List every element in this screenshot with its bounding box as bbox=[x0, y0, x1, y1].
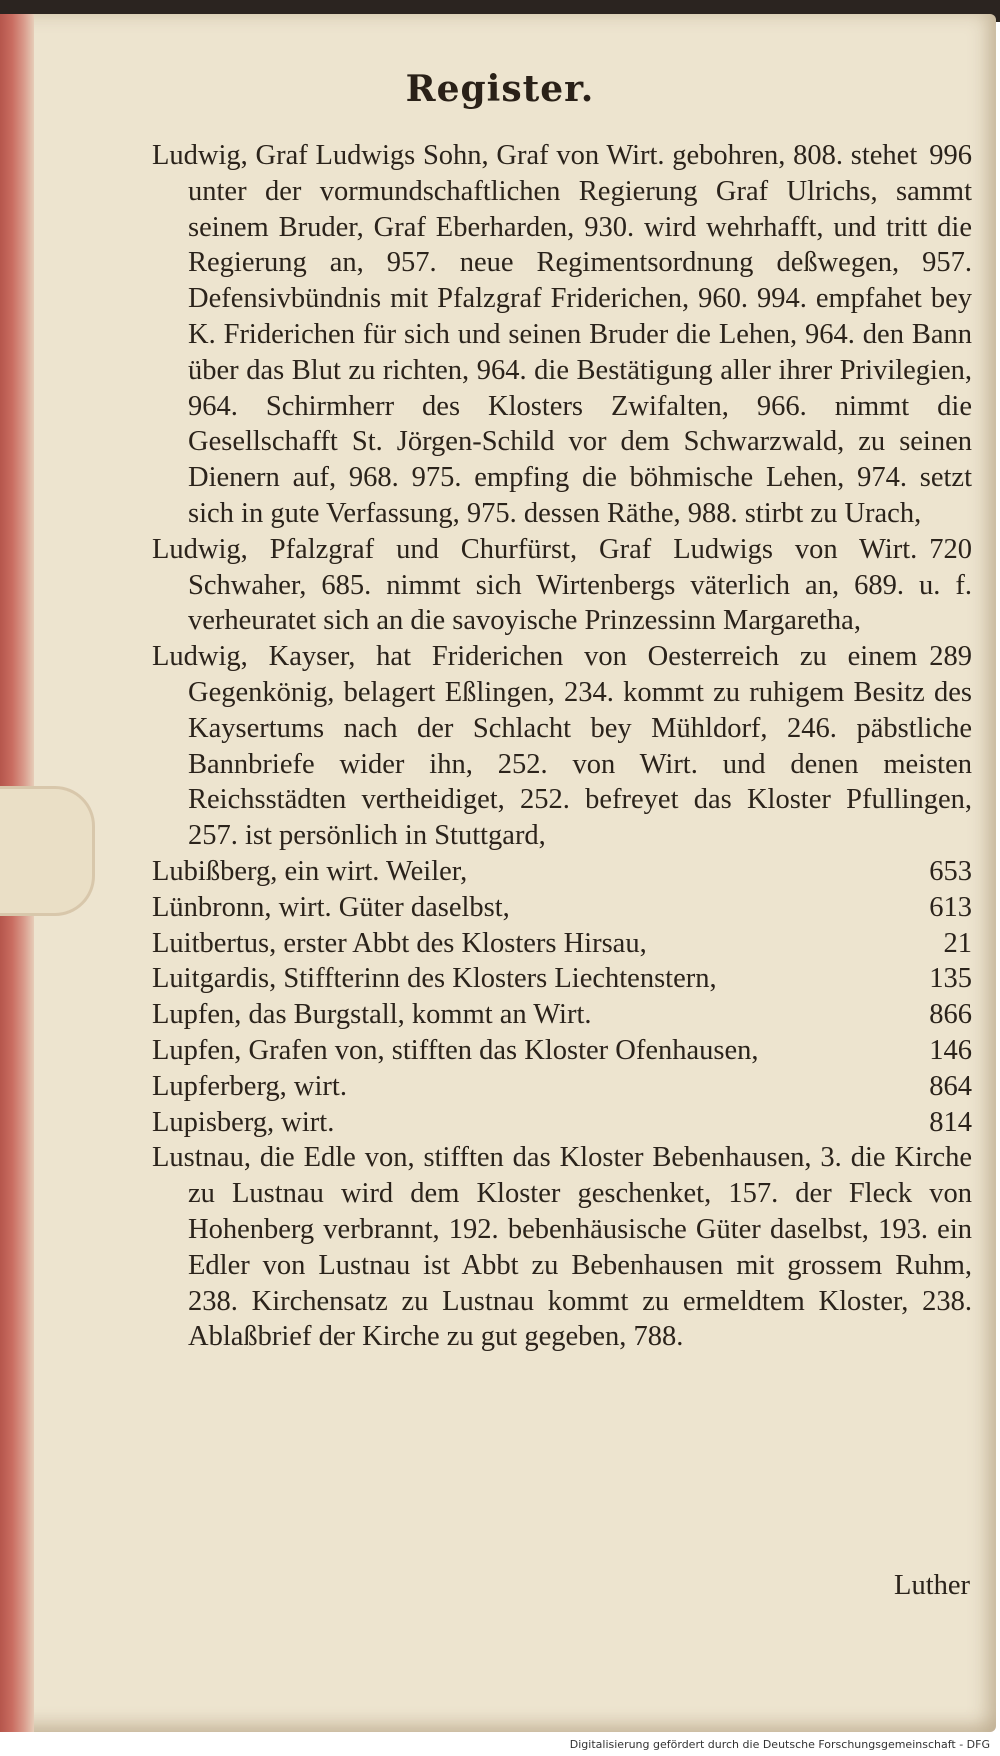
entry-page-number: 996 bbox=[929, 140, 972, 171]
page-tab-marker bbox=[0, 786, 95, 916]
entry-page-number: 864 bbox=[929, 1070, 972, 1102]
entry-page-number: 135 bbox=[929, 963, 972, 995]
entry-page-number: 289 bbox=[929, 641, 972, 673]
register-entries bbox=[152, 138, 972, 1355]
register-entry-luitgardis bbox=[152, 961, 972, 997]
register-entry-luitbertus bbox=[152, 926, 972, 962]
entry-page-number: 720 bbox=[929, 533, 972, 565]
register-entry-lustnau bbox=[152, 1140, 972, 1355]
register-entry-lupferberg bbox=[152, 1069, 972, 1105]
footer-bar bbox=[0, 1734, 1000, 1756]
register-entry-ludwig-kayser bbox=[152, 639, 972, 854]
register-entry-lupisberg bbox=[152, 1105, 972, 1141]
entry-page-number: 613 bbox=[929, 891, 972, 923]
entry-text: Luitbertus, erster Abbt des Klosters Hirsau, bbox=[152, 927, 647, 959]
entry-page-number: 653 bbox=[929, 855, 972, 887]
entry-text: Ludwig, Pfalzgraf und Churfürst, Graf Ludwigs von Wirt. Schwaher, 685. nimmt sich Wirtenbergs väterlich an, 689. u. f. verheuratet sich an die savoyische Prinzessinn Margaretha, bbox=[152, 533, 972, 637]
entry-text: Ludwig, Kayser, hat Friderichen von Oesterreich zu einem Gegenkönig, belagert Eßlingen, 234. kommt zu ruhigem Besitz des Kaysertums nach der Schlacht bey Mühldorf, 246. päbstliche Bannbriefe wider ihn, 252. von Wirt. und denen meisten Reichsstädten vertheidiget, 252. befreyet das Kloster Pfullingen, 257. ist persönlich in Stuttgard, bbox=[152, 641, 972, 852]
register-entry-ludwig-pfalzgraf bbox=[152, 532, 972, 639]
register-entry-lupfen-burgstall bbox=[152, 997, 972, 1033]
register-entry-luenbronn bbox=[152, 890, 972, 926]
entry-text: Lupferberg, wirt. bbox=[152, 1070, 347, 1102]
catchword: Luther bbox=[894, 1570, 970, 1601]
entry-text: Lustnau, die Edle von, stifften das Kloster Bebenhausen, 3. die Kirche zu Lustnau wird dem Kloster geschenket, 157. der Fleck von Hohenberg verbrannt, 192. bebenhäusische Güter daselbst, 193. ein Edler von Lustnau ist Abbt zu Bebenhausen mit grossem Ruhm, 238. Kirchensatz zu Lustnau kommt zu ermeldtem Kloster, 238. Ablaßbrief der Kirche zu gut gegeben, 788. bbox=[152, 1142, 972, 1353]
register-entry-lubissberg bbox=[152, 854, 972, 890]
entry-text: Luitgardis, Stiffterinn des Klosters Liechtenstern, bbox=[152, 963, 717, 995]
entry-text: Lupisberg, wirt. bbox=[152, 1106, 335, 1138]
entry-text: Lubißberg, ein wirt. Weiler, bbox=[152, 855, 468, 887]
entry-text: Lupfen, das Burgstall, kommt an Wirt. bbox=[152, 999, 592, 1031]
footer-credit: Digitalisierung gefördert durch die Deutsche Forschungsgemeinschaft - DFG bbox=[569, 1738, 990, 1751]
entry-text: Lupfen, Grafen von, stifften das Kloster Ofenhausen, bbox=[152, 1034, 759, 1066]
entry-page-number: 866 bbox=[929, 999, 972, 1031]
register-entry-lupfen-grafen bbox=[152, 1033, 972, 1069]
entry-text: Lünbronn, wirt. Güter daselbst, bbox=[152, 891, 510, 923]
entry-page-number: 814 bbox=[929, 1106, 972, 1138]
page-header-title: Register. bbox=[405, 68, 595, 110]
entry-text: Ludwig, Graf Ludwigs Sohn, Graf von Wirt. gebohren, 808. stehet unter der vormundschaftlichen Regierung Graf Ulrichs, sammt seinem Bruder, Graf Eberharden, 930. wird wehrhafft, und tritt die Regierung an, 957. neue Regimentsordnung deßwegen, 957. Defensivbündnis mit Pfalzgraf Friderichen, 960. 994. empfahet bey K. Friderichen für sich und seinen Bruder die Lehen, 964. den Bann über das Blut zu richten, 964. die Bestätigung aller ihrer Privilegien, 964. Schirmherr des Klosters Zwifalten, 966. nimmt die Gesellschafft St. Jörgen-Schild vor dem Schwarzwald, zu seinen Dienern auf, 968. 975. empfing die böhmische Lehen, 974. setzt sich in gute Verfassung, 975. dessen Räthe, 988. stirbt zu Urach, bbox=[152, 140, 972, 529]
entry-page-number: 21 bbox=[943, 927, 972, 959]
entry-page-number: 146 bbox=[929, 1034, 972, 1066]
register-entry-ludwig-graf bbox=[152, 138, 972, 532]
